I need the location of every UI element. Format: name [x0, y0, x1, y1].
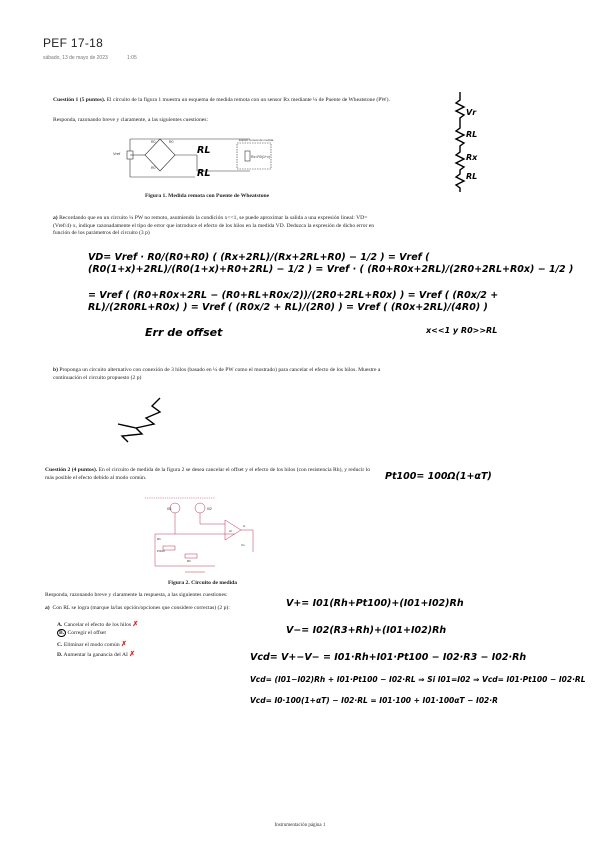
handwritten-condition: x<<1 y R0>>RL [426, 326, 498, 335]
q2-intro-block [45, 467, 375, 482]
handwritten-resistor-sketch [112, 398, 164, 442]
svg-text:AI: AI [229, 529, 232, 533]
q1-label: Cuestión 1 (5 puntos). [53, 97, 106, 103]
page-footer: Instrumentación página 1 [274, 823, 326, 828]
handwritten-vcd-3: Vcd= I0·100(1+αT) − I02·RL = I01·100 + I01·100αT − I02·R [250, 696, 498, 705]
handwritten-v-minus: V−= I02(R3+Rh)+(I01+I02)Rh [286, 625, 447, 636]
q2-part-a-text: Con RL se logra (marque la/las opción/opciones que considere correctas) (2 p): [52, 605, 230, 611]
figure-2-caption: Figura 2. Circuito de medida [168, 580, 238, 586]
svg-text:R0: R0 [151, 140, 156, 144]
q1-part-b-text: Proponga un circuito alternativo con conexión de 3 hilos (basado en ¼ de PW como el mostrado) para cancelar el efecto de los hilos. Muestre a continuación el circuito propuesto (2 p) [53, 367, 381, 381]
option-text: Aumentar la ganancia del AI [63, 652, 128, 658]
option-letter: D. [57, 652, 63, 658]
option-text: Eliminar el modo común [63, 642, 120, 648]
q1-part-a [53, 215, 383, 238]
option-letter: A. [57, 622, 63, 628]
svg-text:Vo: Vo [241, 543, 245, 547]
side-label-rx: Rx [466, 153, 478, 162]
svg-text:R0: R0 [169, 140, 174, 144]
q1-intro: El circuito de la figura 1 muestra un esquema de medida remota con un sensor Rx mediante ¼ de Puente de Wheatstone (PW). [106, 97, 390, 103]
figure-2-measurement-circuit [145, 494, 265, 576]
q2-label: Cuestión 2 (4 puntos). [45, 467, 98, 473]
figure-1-caption: Figura 1. Medida remota con Puente de Wheatstone [145, 193, 270, 199]
x-mark-icon: ✗ [129, 650, 136, 658]
q2-part-a [45, 605, 295, 613]
q2-option-d[interactable] [57, 650, 135, 660]
svg-text:Pt100: Pt100 [157, 549, 165, 553]
q1-part-a-label: a) [53, 215, 58, 221]
q2-option-b[interactable] [57, 630, 106, 638]
q2-instruction: Responda, razonando breve y claramente la respuesta, a las siguientes cuestiones: [45, 592, 228, 598]
x-mark-icon: ✗ [132, 620, 139, 628]
handwritten-eq-line-1: VD= Vref · R0/(R0+R0) ( (Rx+2RL)/(Rx+2RL+R0) − 1/2 ) = Vref ( (R0(1+x)+2RL)/(R0(1+x)+R0+2RL) − 1/2 ) = Vref · ( (R0+R0x+2RL)/(2R0+2RL+R0x) − 1/2 ) [88, 252, 574, 276]
q2-option-c[interactable] [57, 640, 127, 650]
handwritten-eq-line-2: = Vref ( (R0+R0x+2RL − (R0+RL+R0x/2))/(2R0+2RL+R0x) ) = Vref ( (R0x/2 + RL)/(2R0RL+R0x) ) = Vref ( (R0x/2 + RL)/(2R0) ) = Vref ( (R0x+2RL)/(4R0) ) [88, 290, 499, 314]
q2-intro: En el circuito de medida de la figura 2 se desea cancelar el offset y el efecto de los hilos (con resistencia Rh), y reducir lo más posible el efecto debido al modo común. [45, 467, 371, 481]
svg-text:Equipo remoto de medida: Equipo remoto de medida [239, 138, 274, 142]
svg-text:Rx=R0(1+x): Rx=R0(1+x) [251, 155, 270, 159]
page-time: 1:05 [127, 55, 137, 61]
handwritten-vcd-2: Vcd= (I01−I02)Rh + I01·Pt100 − I02·RL ⇒ Si I01=I02 ⇒ Vcd= I01·Pt100 − I02·RL [250, 675, 586, 684]
q1-part-b [53, 367, 383, 382]
fig1-label-rl-bottom: RL [197, 168, 211, 179]
fig1-label-rl-top: RL [197, 145, 211, 156]
page-title: PEF 17-18 [43, 36, 104, 50]
option-text: Corregir el offset [67, 630, 106, 636]
q1-instruction: Responda, razonando breve y claramente, a las siguientes cuestiones: [53, 117, 209, 123]
svg-text:I02: I02 [207, 507, 212, 511]
side-label-rl-1: RL [466, 130, 478, 139]
figure-1-wheatstone [105, 133, 275, 191]
option-letter: B. [59, 630, 65, 636]
q1-part-b-label: b) [53, 367, 58, 373]
q1-part-a-text: Recordando que en un circuito ¼ PW no remoto, asumiendo la condición x<<1, se puede aproximar la salida a una expresión lineal: VD=(Vref/4)·x, indique razonadamente el tipo de error que introduce el efecto de los hilos en la medida VD. Deduzca la expresión de dicho error en función de los parámetros del circuito (3 p) [53, 215, 375, 237]
q2-option-a[interactable] [57, 620, 138, 630]
handwritten-v-plus: V+= I01(Rh+Pt100)+(I01+I02)Rh [286, 598, 464, 609]
side-label-vr: Vr [466, 108, 477, 117]
handwritten-pt100: Pt100= 100Ω(1+αT) [385, 471, 492, 482]
page-date: sábado, 13 de mayo de 2023 [43, 55, 108, 61]
svg-text:Rh: Rh [187, 559, 191, 563]
svg-text:R0: R0 [151, 166, 156, 170]
svg-text:I01: I01 [167, 507, 172, 511]
handwritten-offset-note: Err de offset [145, 326, 223, 339]
x-mark-icon: ✗ [121, 640, 127, 648]
svg-text:G: G [243, 524, 246, 528]
handwritten-vcd-1: Vcd= V+−V− = I01·Rh+I01·Pt100 − I02·R3 − I02·Rh [250, 652, 527, 663]
svg-text:Rh: Rh [157, 537, 161, 541]
option-text: Cancelar el efecto de los hilos [63, 622, 132, 628]
option-letter: C. [57, 642, 63, 648]
svg-text:Vref: Vref [113, 151, 121, 156]
q2-part-a-label: a) [45, 605, 50, 611]
q1-intro-block [53, 97, 393, 105]
side-label-rl-2: RL [466, 172, 478, 181]
